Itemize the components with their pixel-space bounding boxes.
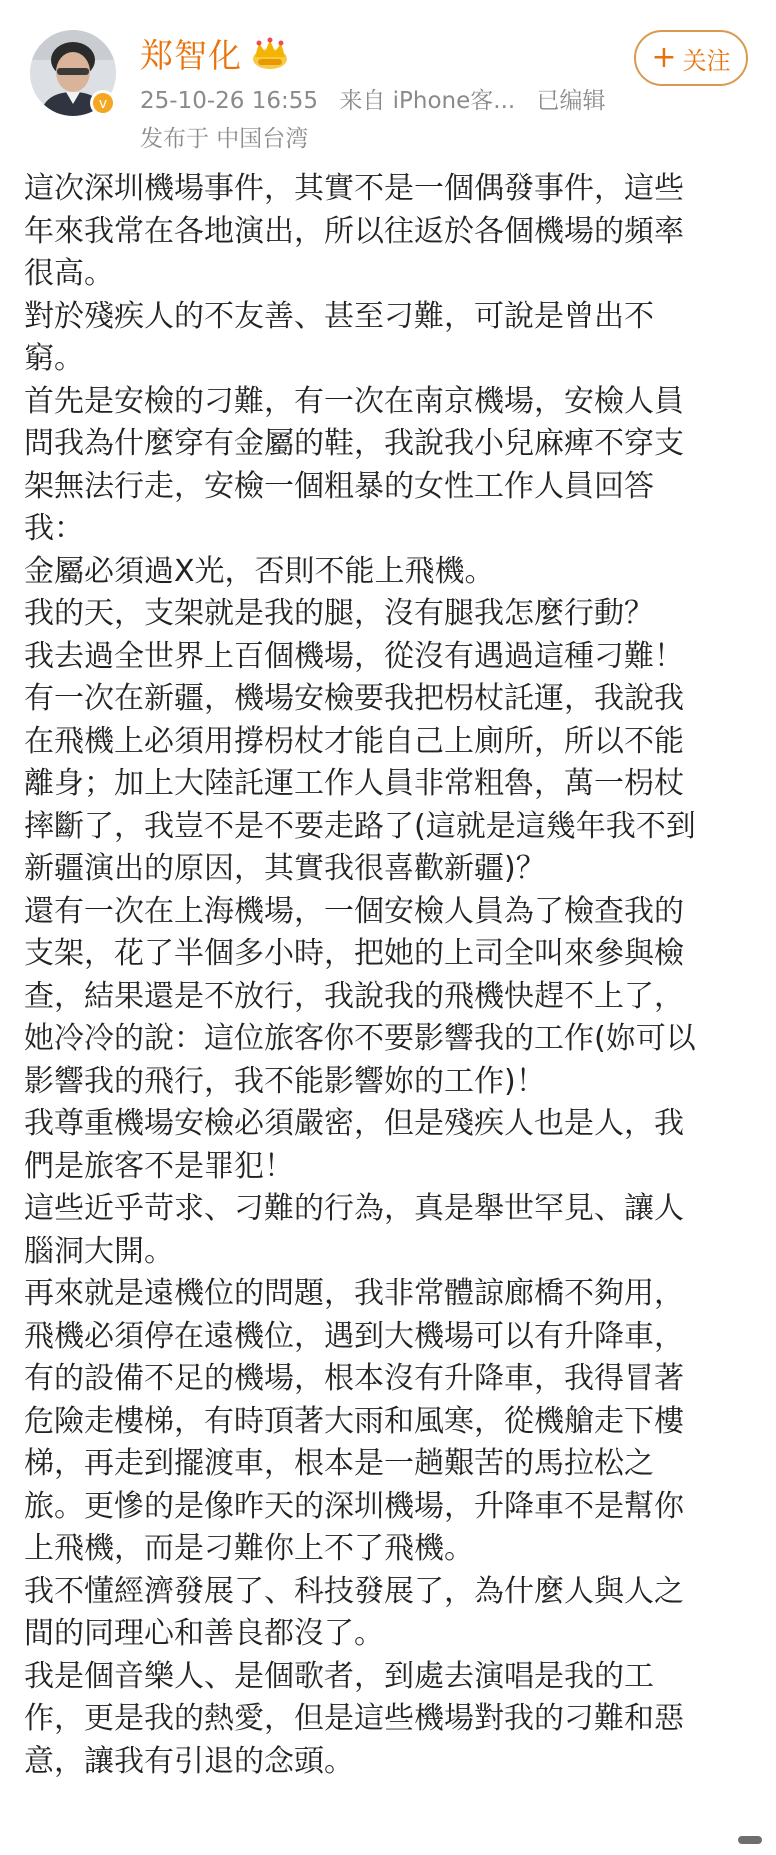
text-line: 這次深圳機場事件，其實不是一個偶發事件，這些 [24, 171, 684, 206]
text-line: 腦洞大開。 [24, 1233, 174, 1269]
text-line: 們是旅客不是罪犯！ [24, 1148, 294, 1184]
text-line: 有的設備不足的機場，根本沒有升降車，我得冒著 [24, 1361, 684, 1396]
follow-button[interactable] [634, 30, 748, 86]
edited-label[interactable]: 已编辑 [536, 88, 606, 114]
text-line: 對於殘疾人的不友善、甚至刁難，可說是曾出不 [24, 298, 654, 334]
text-line: 影響我的飛行，我不能影響妳的工作)！ [24, 1063, 546, 1099]
svg-text:v: v [98, 96, 108, 112]
author-name[interactable]: 郑智化 [140, 36, 242, 75]
text-line: 離身；加上大陸託運工作人員非常粗魯，萬一枴杖 [24, 766, 684, 801]
text-line: 她冷冷的說：這位旅客你不要影響我的工作(妳可以 [24, 1021, 696, 1056]
text-line: 查，結果還是不放行，我說我的飛機快趕不上了， [24, 978, 684, 1014]
text-line: 金屬必須過X光，否則不能上飛機。 [24, 553, 495, 589]
text-line: 我尊重機場安檢必須嚴密，但是殘疾人也是人，我 [24, 1106, 684, 1141]
text-line: 架無法行走，安檢一個粗暴的女性工作人員回答 [24, 468, 654, 504]
post-body [24, 168, 750, 1783]
post-location: 发布于 中国台湾 [140, 126, 309, 152]
verified-icon [90, 90, 116, 116]
text-line: 飛機必須停在遠機位，遇到大機場可以有升降車， [24, 1318, 684, 1354]
text-line: 這些近乎苛求、刁難的行為，真是舉世罕見、讓人 [24, 1191, 684, 1226]
text-line: 在飛機上必須用撐枴杖才能自己上廁所，所以不能 [24, 723, 684, 759]
text-line: 意，讓我有引退的念頭。 [24, 1743, 354, 1779]
text-line: 支架，花了半個多小時，把她的上司全叫來參與檢 [24, 936, 684, 971]
text-line: 作，更是我的熱愛，但是這些機場對我的刁難和惡 [24, 1701, 684, 1736]
text-line: 很高。 [24, 256, 114, 291]
text-line: 新疆演出的原因，其實我很喜歡新疆)？ [24, 851, 546, 886]
crown-icon[interactable] [250, 37, 290, 71]
scrollbar-thumb[interactable] [738, 1836, 762, 1844]
text-line: 上飛機，而是刁難你上不了飛機。 [24, 1531, 474, 1566]
text-line: 摔斷了，我豈不是不要走路了(這就是這幾年我不到 [24, 808, 696, 844]
text-line: 有一次在新疆，機場安檢要我把枴杖託運，我說我 [24, 681, 684, 716]
plus-icon: + [651, 40, 677, 75]
text-line: 危險走樓梯，有時頂著大雨和風寒，從機艙走下樓 [24, 1403, 684, 1439]
text-line: 我去過全世界上百個機場，從沒有遇過這種刁難！ [24, 638, 684, 674]
post-meta [140, 82, 620, 115]
text-line: 我是個音樂人、是個歌者，到處去演唱是我的工 [24, 1658, 654, 1694]
text-line: 我的天，支架就是我的腿，沒有腿我怎麼行動？ [24, 596, 654, 631]
text-line: 梯，再走到擺渡車，根本是一趟艱苦的馬拉松之 [24, 1446, 654, 1481]
follow-label: 关注 [682, 46, 731, 75]
text-line: 旅。更慘的是像昨天的深圳機場，升降車不是幫你 [24, 1488, 684, 1524]
text-line: 還有一次在上海機場，一個安檢人員為了檢查我的 [24, 893, 684, 929]
text-line: 窮。 [24, 341, 84, 376]
text-line: 間的同理心和善良都沒了。 [24, 1616, 384, 1651]
text-line: 再來就是遠機位的問題，我非常體諒廊橋不夠用， [24, 1276, 684, 1311]
author-row [140, 30, 290, 77]
post-datetime: 25-10-26 16:55 [140, 88, 318, 114]
text-line: 我不懂經濟發展了、科技發展了，為什麼人與人之 [24, 1573, 684, 1609]
text-line: 問我為什麼穿有金屬的鞋，我說我小兒麻痺不穿支 [24, 426, 684, 461]
text-line: 年來我常在各地演出，所以往返於各個機場的頻率 [24, 213, 684, 249]
post-header [0, 0, 776, 155]
text-line: 我： [24, 511, 84, 546]
text-line: 首先是安檢的刁難，有一次在南京機場，安檢人員 [24, 383, 684, 419]
post-source[interactable]: 来自 iPhone客... [339, 88, 516, 114]
